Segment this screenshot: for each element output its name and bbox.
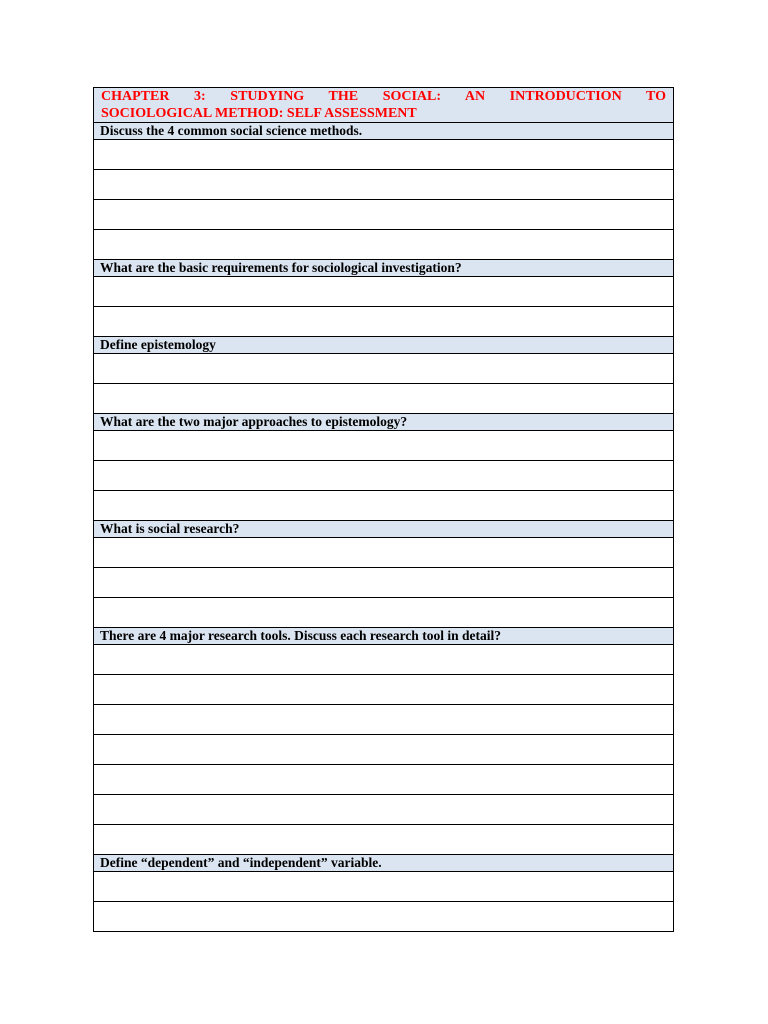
question-row: There are 4 major research tools. Discuss each research tool in detail? [94,628,673,645]
question-row: Discuss the 4 common social science methods. [94,123,673,140]
answer-field[interactable] [94,140,673,170]
answer-field[interactable] [94,431,673,461]
chapter-title-line-2: SOCIOLOGICAL METHOD: SELF ASSESSMENT [101,106,417,121]
question-row: What are the two major approaches to epistemology? [94,414,673,431]
answer-field[interactable] [94,675,673,705]
answer-field[interactable] [94,491,673,521]
answer-field[interactable] [94,461,673,491]
answer-field[interactable] [94,200,673,230]
question-row: What are the basic requirements for sociological investigation? [94,260,673,277]
answer-field[interactable] [94,645,673,675]
answer-field[interactable] [94,872,673,902]
answer-field[interactable] [94,902,673,932]
answer-field[interactable] [94,307,673,337]
answer-field[interactable] [94,598,673,628]
question-row: What is social research? [94,521,673,538]
question-row: Define “dependent” and “independent” variable. [94,855,673,872]
answer-field[interactable] [94,277,673,307]
answer-field[interactable] [94,568,673,598]
answer-field[interactable] [94,765,673,795]
chapter-title-line-1: CHAPTER 3: STUDYING THE SOCIAL: AN INTRODUCTION TO [101,89,666,104]
answer-field[interactable] [94,825,673,855]
answer-field[interactable] [94,795,673,825]
chapter-title [94,88,673,123]
answer-field[interactable] [94,705,673,735]
question-row: Define epistemology [94,337,673,354]
answer-field[interactable] [94,230,673,260]
assessment-table [93,87,674,932]
answer-field[interactable] [94,538,673,568]
answer-field[interactable] [94,170,673,200]
answer-field[interactable] [94,384,673,414]
answer-field[interactable] [94,354,673,384]
answer-field[interactable] [94,735,673,765]
question-sections [94,123,673,932]
